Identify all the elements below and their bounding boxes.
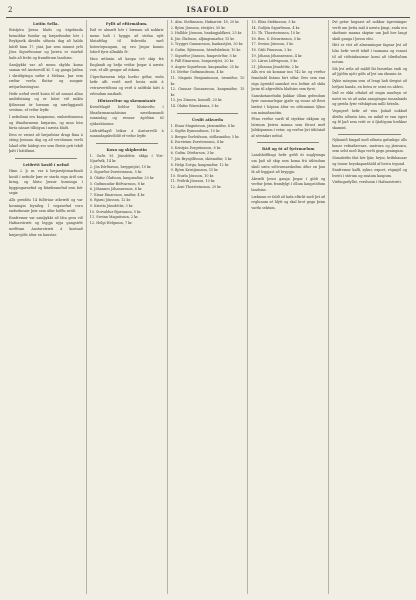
list-item: 5. Guðmundur Böðvarsson, 8 kr. [89, 181, 146, 186]
column-1-heading-2: Leiðrétt kosið í nefnd [22, 162, 69, 168]
column-1-heading-1: Lotiin Sella. [33, 21, 59, 26]
divider [257, 142, 319, 143]
masthead-rule [6, 17, 410, 18]
list-item: 8. Páll Einarsson, borgarstjóri, 20 kr. [170, 59, 235, 64]
column-3-heading-1: Úrslit atkvæða [191, 116, 224, 122]
list-item: 13. Elías Stefánsson, 5 kr. [251, 20, 296, 24]
paragraph: Virðingarfyllst, verslunin í Hafnarstræti. [332, 180, 402, 185]
list-item: 11. Friðrik Jónsson, 10 kr. [170, 179, 216, 184]
list-item: 8. Bjarni Jónsson, 12 kr. [89, 198, 131, 203]
column-1 [6, 20, 87, 594]
list-item: 11. Sveinn Magnússon, 2 kr. [89, 215, 139, 220]
list-item: 17. Sveinn Jónsson, 3 kr. [251, 42, 294, 47]
paragraph: Samþykkt var að menn skyldu koma saman við Austurvöll kl. 1 og ganga þaðan í skrúðgöngu suður á Melana, þar sem ræður verða fluttar og sungnir ættjarðarsöngvar. [9, 62, 83, 89]
paragraph: Læknum er falið að hafa eftirlit með því að reglunum sé hlýtt og skal brot gegn þeim varða sektum. [251, 194, 326, 210]
list-item: 3. Sigurður Þorsteinsson, 5 kr. [89, 170, 143, 175]
column-4-heading-1: Ráð og út af fyrirmælum [262, 146, 315, 152]
list-item: 9. Björn Kristjánsson, 15 kr. [170, 168, 219, 173]
list-item: 2. Jón Þórðarson, hreppstjóri, 10 kr. [89, 164, 152, 169]
paragraph: Ákvæði þessi ganga þegar í gildi og verður þeim framfylgt í öllum kaupstöðum landsins. [251, 176, 326, 193]
list-item: 5. Kristján Þorgrímsson, 6 kr. [170, 145, 222, 150]
list-item: 6. Guðm. Þórðarson, 3 kr. [170, 151, 215, 156]
paragraph: Í nefndinni eru kaupmenn, embættismenn og iðnaðarmenn bæjarins, og mun hún birta nánari tilhögun í næsta blaði. [9, 114, 83, 131]
divider [177, 113, 239, 114]
paragraph: Þykir mörgum sem of lengi hafi dregist að hefjast handa, en betra er seint en aldrei. [332, 78, 407, 89]
list-item: 10. Þórður Guðmundsson, 4 kr. [170, 70, 225, 75]
paragraph: Mun ætlunin að kaupa tvö skip frá Englandi og hefja veiðar þegar á næsta vori, ef allt gengur að óskum. [89, 56, 164, 73]
list-item: 7. Sigurður Jónsson, fangavörður, 5 kr. [170, 53, 238, 58]
paragraph: Það er ekki oftalað að engin nauðsyn sé meiri en sú að auka samgöngur innanlands og greiða fyrir viðskiptum milli héraða. [332, 91, 407, 107]
list-item: 10. Sturla Jónsson, 10 kr. [170, 173, 214, 178]
paragraph: Lúðrafélagið leikur á Austurvelli á sunnudagskvöldið ef veður leyfir. [89, 128, 164, 139]
list-item: 3. Halldór Jónsson, bankagjaldkeri, 25 kr. [170, 31, 243, 36]
paragraph: Sömuleiðis fást hér ljáir, brýni, hrífuhausar og önnur heyskaparáhöld af bestu tegund. [332, 156, 407, 166]
paragraph: Alls eru nú komnar inn 742 kr. og verður framhald listans birt síðar. Þeir sem enn eiga ógreidd samskot eru beðnir að skila þeim til afgreiðslu blaðsins sem fyrst. [251, 70, 326, 92]
paragraph: Hefir nefnd verið kosin til að annast allan undirbúning og er búist við miklu fjölmenni úr bænum og nærliggjandi sveitum, ef veður leyfir. [9, 91, 83, 113]
list-item: 13. Jes Zimsen, konsúll, 20 kr. [170, 98, 223, 103]
paragraph: Fénu verður varið til styrktar ekkjum og börnum þeirra manna sem fórust með þilskipunum í vetur, og verður því úthlutað af sérstakri nefnd. [251, 117, 326, 138]
page-number: 2 [8, 6, 13, 14]
paragraph: Kvenfélagið heldur hlutaveltu í Iðnaðarmannahúsinu næstkomandi sunnudag og rennur ágóðinn til sjúkrahússins. [89, 105, 164, 126]
list-item: 3. Bergur Þorleifsson, söðlasmiður, 5 kr. [170, 134, 240, 139]
paragraph: Þess er vænst að bæjarbúar dragi fána á stöng þennan dag og að verslunum verði lokað eftir hádegi svo sem flestir geti tekið þátt í hátíðinni. [9, 132, 83, 154]
list-item: 4. Jón Ólafsson, alþingismaður, 15 kr. [170, 36, 235, 41]
paragraph: Ennfremur kaffi, sykur, export, rúgmjöl og hveiti í stórum og smáum kaupum. [332, 168, 407, 178]
list-item: 9. Ásgeir Sigurðsson, kaupmaður, 25 kr. [170, 64, 240, 69]
list-item: 10. Þorvaldur Bjarnason, 5 kr. [89, 209, 142, 214]
divider [96, 143, 158, 144]
paragraph: Hinn 2. þ. m. var á bæjarstjórnarfundi kosið í nefndir þær er starfa eiga árið um kring, og hlutu þessir kosningu í byggingarnefnd og fátækranefnd sem hér segir. [9, 169, 83, 196]
list-item: 5. Tryggvi Gunnarsson, bankastjóri, 30 kr. [170, 42, 244, 47]
list-item: 1. Alm. Stefánsson, Hafnarstr. 18, 20 kr. [170, 20, 240, 24]
list-item: 12. Árni Thorsteinsson, 20 kr. [170, 185, 222, 190]
column-2 [87, 20, 168, 594]
list-item: 19. Jóhann Jóhannesson, 4 kr. [251, 53, 303, 58]
column-4 [248, 20, 329, 594]
list-item: 18. Gísli Finnsson, 2 kr. [251, 47, 292, 52]
list-item: 15. Th. Thorsteinsson, 10 kr. [251, 31, 301, 36]
paragraph: Landshöfðingi hefir gefið út auglýsingu um það að skip sem koma frá útlöndum skuli sæta sóttvarnarskoðun áður en þau fá að leggjast að bryggju. [251, 153, 326, 175]
column-5 [329, 20, 410, 594]
donor-list [251, 20, 325, 70]
list-item: 1. Einar Magnússon, járnsmiður, 8 kr. [170, 123, 236, 128]
paragraph: Ennfremur var samþykkt að láta gera við Hafnarstræti og leggja nýja gangstétt meðfram Austurstræti á kostnað bæjarsjóðs áður en haustar. [9, 215, 83, 237]
list-item: 6. Jóhannes Jóhannesson, 6 kr. [89, 187, 143, 192]
list-item: 12. Helgi Helgason, 7 kr. [89, 220, 133, 225]
list-item: 7. Einar Einarsson, smiður, 4 kr. [89, 192, 146, 197]
paragraph: Alls greiddu 14 fulltrúar atkvæði og var kosningin leynileg. Í veganefnd voru endurkosnir þeir sem áður höfðu setið. [9, 198, 83, 214]
donor-list [171, 124, 245, 191]
paragraph: Má því ætla að málið fái farsælan endi og að þjóðin njóti góðs af því um ókomin ár. [332, 66, 407, 77]
donor-list [90, 154, 164, 227]
divider [338, 134, 401, 135]
column-2-heading-1: Fyllt af eftirmálum. [105, 21, 148, 26]
paragraph: Því getur hugsast að nokkur ágreiningur verði um þetta mál á næsta þingi, enda eru skoðanir manna skiptar um það hve langt skuli ganga í þessu efni. [332, 20, 407, 41]
column-2-heading-3: Kosn og skipbrotin [106, 146, 147, 152]
divider [15, 158, 77, 159]
paragraph: Útgerðarmenn telja horfur góðar, enda hefir afli verið með besta móti á vetrarvertíðinni og verð á saltfiski hátt á erlendum markaði. [89, 74, 164, 96]
masthead [6, 3, 410, 17]
paragraph: Nýkomið hingað með síðasta gufuskipi: alls konar vefnaðarvara, matvara og járnvara, sem selst með lágu verði gegn peningum. [332, 138, 407, 154]
list-item: 8. Helgi Zoëga, kaupmaður, 12 kr. [170, 162, 230, 167]
column-2-heading-2: Hlutaveltur og skemmtanir [97, 98, 156, 104]
paragraph: Ritstjóra þessa blaðs og útgefanda heimildar fundur og bæjarfundur hér í Reykjavík ákváðu síðasta dag að halda hátíð hinn 17. júní, þar sem minnst yrði Jóns Sigurðssonar og þeirra er starfað hafa að frelsi og framförum landsins. [9, 28, 83, 60]
paragraph: Vegagerð hefir að vísu þokað nokkuð áleiðis síðustu árin, en mikið er enn ógert og fé það sem veitt er á fjárlögum hrekkur skammt. [332, 108, 407, 130]
list-item: 9. Kristín Jónsdóttir, 3 kr. [89, 204, 134, 209]
list-item: 4. Þorsteinn Þorsteinsson, 4 kr. [170, 140, 225, 145]
paragraph: Það er almælt hér í bænum að nokkrir menn hafi í hyggju að stofna nýtt hlutafélag til fiskveiða með botnvörpungum, og eru þegar komin loforð fyrir allmiklu fé. [89, 28, 164, 55]
list-item: 21. Jóhanna Jónsdóttir, 2 kr. [251, 64, 300, 69]
list-item: 1. Guðr. M. Jónsdóttir, ekkja í Ytri-Njarðvík, 14 kr. [89, 153, 164, 164]
list-item: 7. Jón Brynjólfsson, skósmiður, 5 kr. [170, 157, 233, 162]
paragraph: Hitt er víst að almenningur fagnar því að loks hefir verið tekið í taumana og vonast til að ráðstafanirnar komi að tilætluðum notum. [332, 43, 407, 65]
paragraph: Samskotanefndin þakkar öllum gefendum fyrir rausnarlegar gjafir og vonar að fleiri bætist í hópinn áður en söfnuninni lýkur um mánaðamótin. [251, 93, 326, 115]
list-item: 11. Magnús Benjamínsson, úrsmiður, 10 kr. [170, 75, 245, 86]
list-item: 16. Ben. S. Þórarinsson, 5 kr. [251, 36, 302, 41]
list-item: 6. Guðm. Björnsson, héraðslæknir, 10 kr. [170, 47, 241, 52]
list-item: 2. Björn Jónsson, ritstjóri, 50 kr. [170, 25, 226, 30]
list-item: 4. Ólafur Ólafsson, kaupmaður, 20 kr. [89, 176, 155, 181]
list-item: 14. Guðjón Sigurðsson, 4 kr. [251, 25, 301, 30]
columns [6, 20, 410, 594]
donor-list [171, 20, 245, 110]
list-item: 20. Lárus Lúðvígsson, 5 kr. [251, 59, 298, 64]
newspaper-title: ISAFOLD [186, 5, 230, 14]
list-item: 14. Ólafur Rósenkranz, 3 kr. [170, 103, 220, 108]
list-item: 12. Gunnar Gunnarsson, kaupmaður, 15 kr. [170, 87, 245, 97]
list-item: 2. Sigfús Eymundsson, 10 kr. [170, 129, 221, 134]
column-3 [168, 20, 249, 594]
